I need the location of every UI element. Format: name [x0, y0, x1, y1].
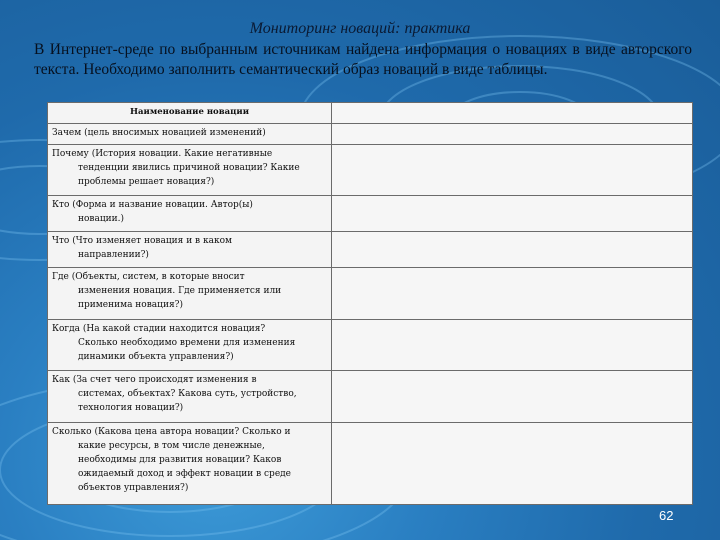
table-header-row [48, 103, 693, 124]
row-question-text: Где (Объекты, систем, в которые вносит изменения новация. Где применяется или применима новация?) [52, 272, 282, 311]
row-answer-cell[interactable] [332, 319, 693, 370]
table-header-value-cell[interactable] [332, 103, 693, 124]
row-question-cell [48, 371, 332, 422]
row-question-text: Когда (На какой стадии находится новация? Сколько необходимо времени для изменения динамики объекта управления?) [52, 323, 296, 362]
table-row [48, 268, 693, 319]
table-row [48, 144, 693, 195]
row-question-text: Зачем (цель вносимых новацией изменений) [52, 127, 266, 138]
row-answer-cell[interactable] [332, 268, 693, 319]
row-question-text: Почему (История новации. Какие негативные тенденции явились причиной новации? Какие проблемы решает новация?) [52, 148, 300, 187]
row-question-text: Что (Что изменяет новация и в каком направлении?) [52, 236, 233, 261]
table-row [48, 196, 693, 232]
row-question-cell [48, 319, 332, 370]
table-row [48, 319, 693, 370]
page-number: 62 [659, 508, 674, 523]
table-row [48, 371, 693, 422]
row-answer-cell[interactable] [332, 196, 693, 232]
row-answer-cell[interactable] [332, 232, 693, 268]
row-question-cell [48, 232, 332, 268]
row-question-cell [48, 196, 332, 232]
row-answer-cell[interactable] [332, 144, 693, 195]
table-row [48, 232, 693, 268]
row-question-cell [48, 123, 332, 144]
row-question-cell [48, 268, 332, 319]
table-row [48, 123, 693, 144]
row-answer-cell[interactable] [332, 422, 693, 504]
row-question-cell [48, 422, 332, 504]
table-header-cell: Наименование новации [48, 103, 332, 124]
table-row [48, 422, 693, 504]
row-answer-cell[interactable] [332, 123, 693, 144]
row-question-text: Как (За счет чего происходят изменения в системах, объектах? Какова суть, устройство, технология новации?) [52, 375, 297, 414]
row-question-text: Кто (Форма и название новации. Автор(ы) новации.) [52, 200, 253, 225]
slide-title: Мониторинг новаций: практика [249, 20, 471, 37]
row-question-cell [48, 144, 332, 195]
intro-paragraph: В Интернет-среде по выбранным источникам найдена информация о новациях в виде авторского текста. Необходимо заполнить семантический образ новаций в виде таблицы. [34, 41, 692, 78]
row-answer-cell[interactable] [332, 371, 693, 422]
row-question-text: Сколько (Какова цена автора новации? Сколько и какие ресурсы, в том числе денежные, необходимы для развития новации? Каков ожидаемый доход и эффект новации в среде объектов управления?) [52, 426, 292, 493]
novelty-semantic-table [47, 102, 693, 505]
